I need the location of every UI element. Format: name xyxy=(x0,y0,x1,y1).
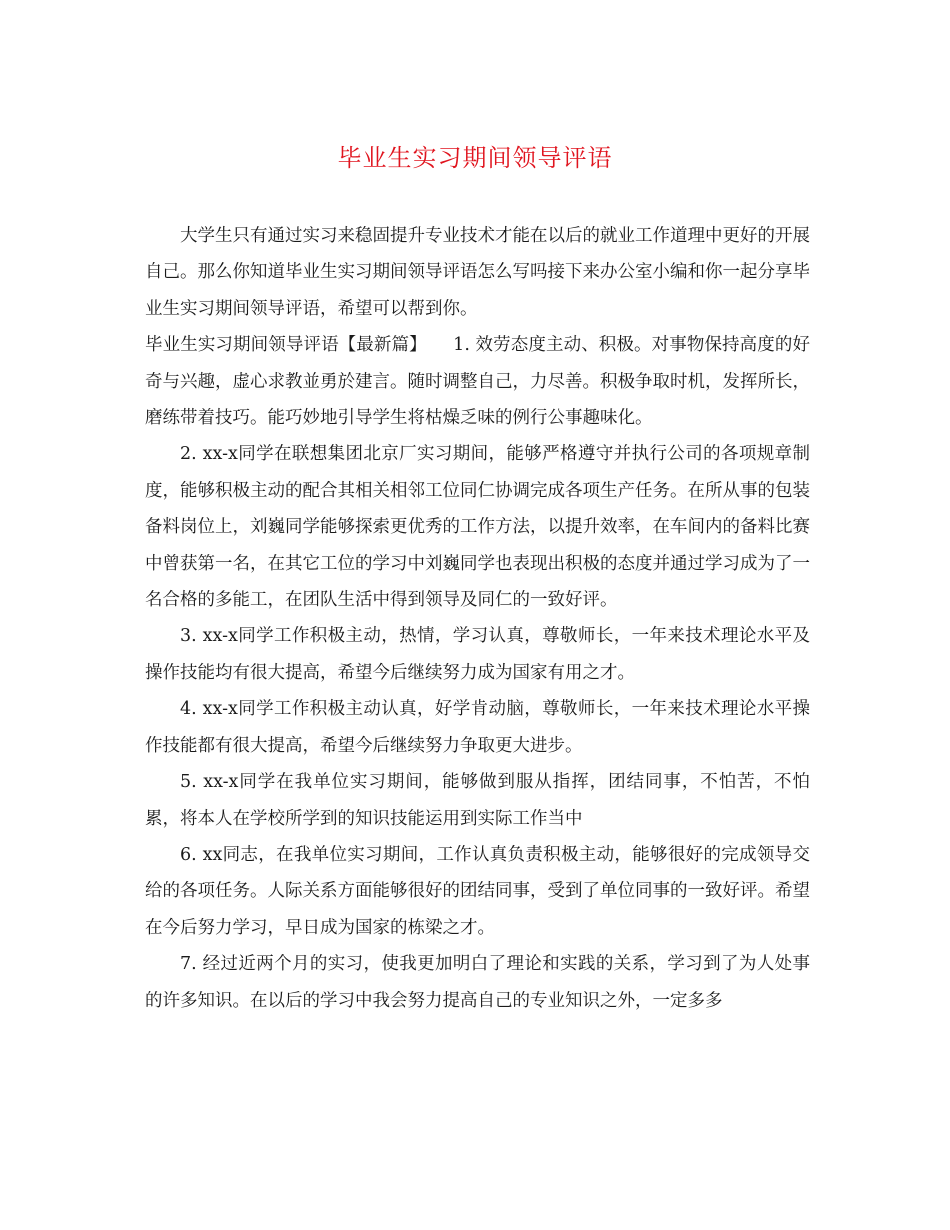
paragraph-item-6: 6. xx同志，在我单位实习期间，工作认真负责积极主动，能够很好的完成领导交给的各项任务。人际关系方面能够很好的团结同事，受到了单位同事的一致好评。希望在今后努力学习，早日成为国家的栋梁之才。 xyxy=(145,844,810,938)
paragraph-item-1: 毕业生实习期间领导评语【最新篇】 1. 效劳态度主动、积极。对事物保持高度的好奇与兴趣，虚心求教並勇於建言。随时调整自己，力尽善。积极争取时机，发挥所长，磨练带着技巧。能巧妙地引导学生将枯燥乏味的例行公事趣味化。 xyxy=(145,335,810,429)
document-title: 毕业生实习期间领导评语 xyxy=(337,144,613,172)
paragraph-item-3: 3. xx-x同学工作积极主动，热情，学习认真，尊敬师长，一年来技术理论水平及操作技能均有很大提高，希望今后继续努力成为国家有用之才。 xyxy=(145,626,810,683)
paragraph-item-5: 5. xx-x同学在我单位实习期间，能够做到服从指挥，团结同事，不怕苦，不怕累，将本人在学校所学到的知识技能运用到实际工作当中 xyxy=(145,772,810,829)
paragraph-item-4: 4. xx-x同学工作积极主动认真，好学肯动脑，尊敬师长，一年来技术理论水平操作技能都有很大提高，希望今后继续努力争取更大进步。 xyxy=(145,699,810,756)
paragraph-item-2: 2. xx-x同学在联想集团北京厂实习期间，能够严格遵守并执行公司的各项规章制度，能够积极主动的配合其相关相邻工位同仁协调完成各项生产任务。在所从事的包装备料岗位上，刘巍同学能够探索更优秀的工作方法，以提升效率，在车间内的备料比赛中曾获第一名，在其它工位的学习中刘巍同学也表现出积极的态度并通过学习成为了一名合格的多能工，在团队生活中得到领导及同仁的一致好评。 xyxy=(145,444,810,611)
intro-paragraph: 大学生只有通过实习来稳固提升专业技术才能在以后的就业工作道理中更好的开展自己。那么你知道毕业生实习期间领导评语怎么写吗接下来办公室小编和你一起分享毕业生实习期间领导评语，希望可以帮到你。 xyxy=(145,226,810,319)
paragraph-item-7: 7. 经过近两个月的实习，使我更加明白了理论和实践的关系，学习到了为人处事的许多知识。在以后的学习中我会努力提高自己的专业知识之外，一定多多 xyxy=(145,954,810,1011)
document-body xyxy=(145,218,810,1019)
